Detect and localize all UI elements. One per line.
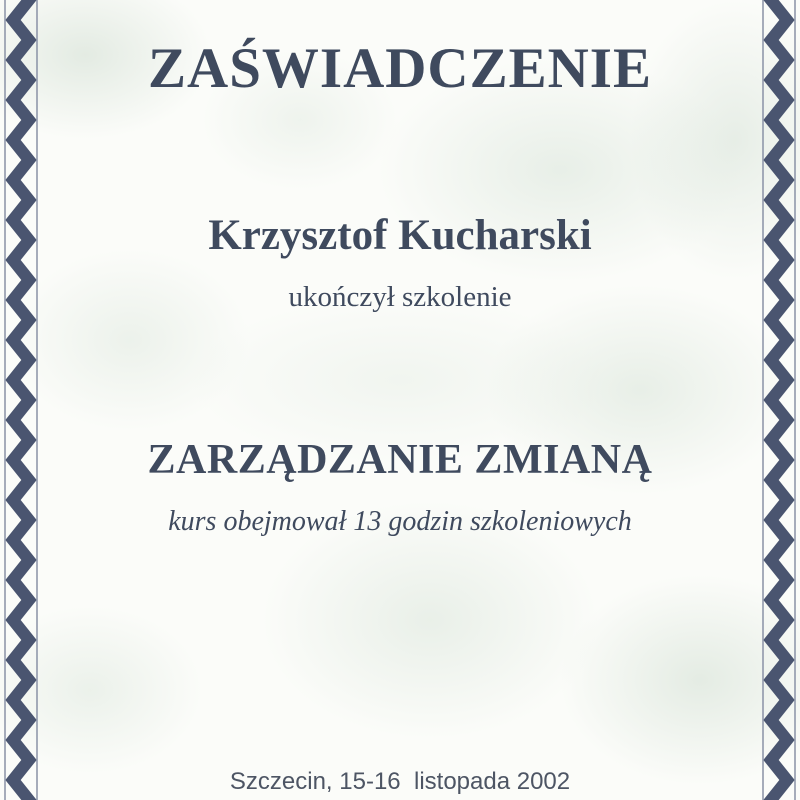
certificate-title: ZAŚWIADCZENIE <box>148 37 652 100</box>
recipient-name: Krzysztof Kucharski <box>208 212 592 259</box>
place-and-date: Szczecin, 15-16 listopada 2002 <box>229 768 571 795</box>
course-title: ZARZĄDZANIE ZMIANĄ <box>147 437 653 483</box>
left-zigzag-border <box>4 0 38 800</box>
course-duration-text: kurs obejmował 13 godzin szkoleniowych <box>168 506 632 537</box>
right-zigzag-border <box>762 0 796 800</box>
zigzag-ribbon-icon <box>762 0 796 800</box>
completion-text: ukończył szkolenie <box>288 281 512 313</box>
zigzag-ribbon-icon <box>4 0 38 800</box>
